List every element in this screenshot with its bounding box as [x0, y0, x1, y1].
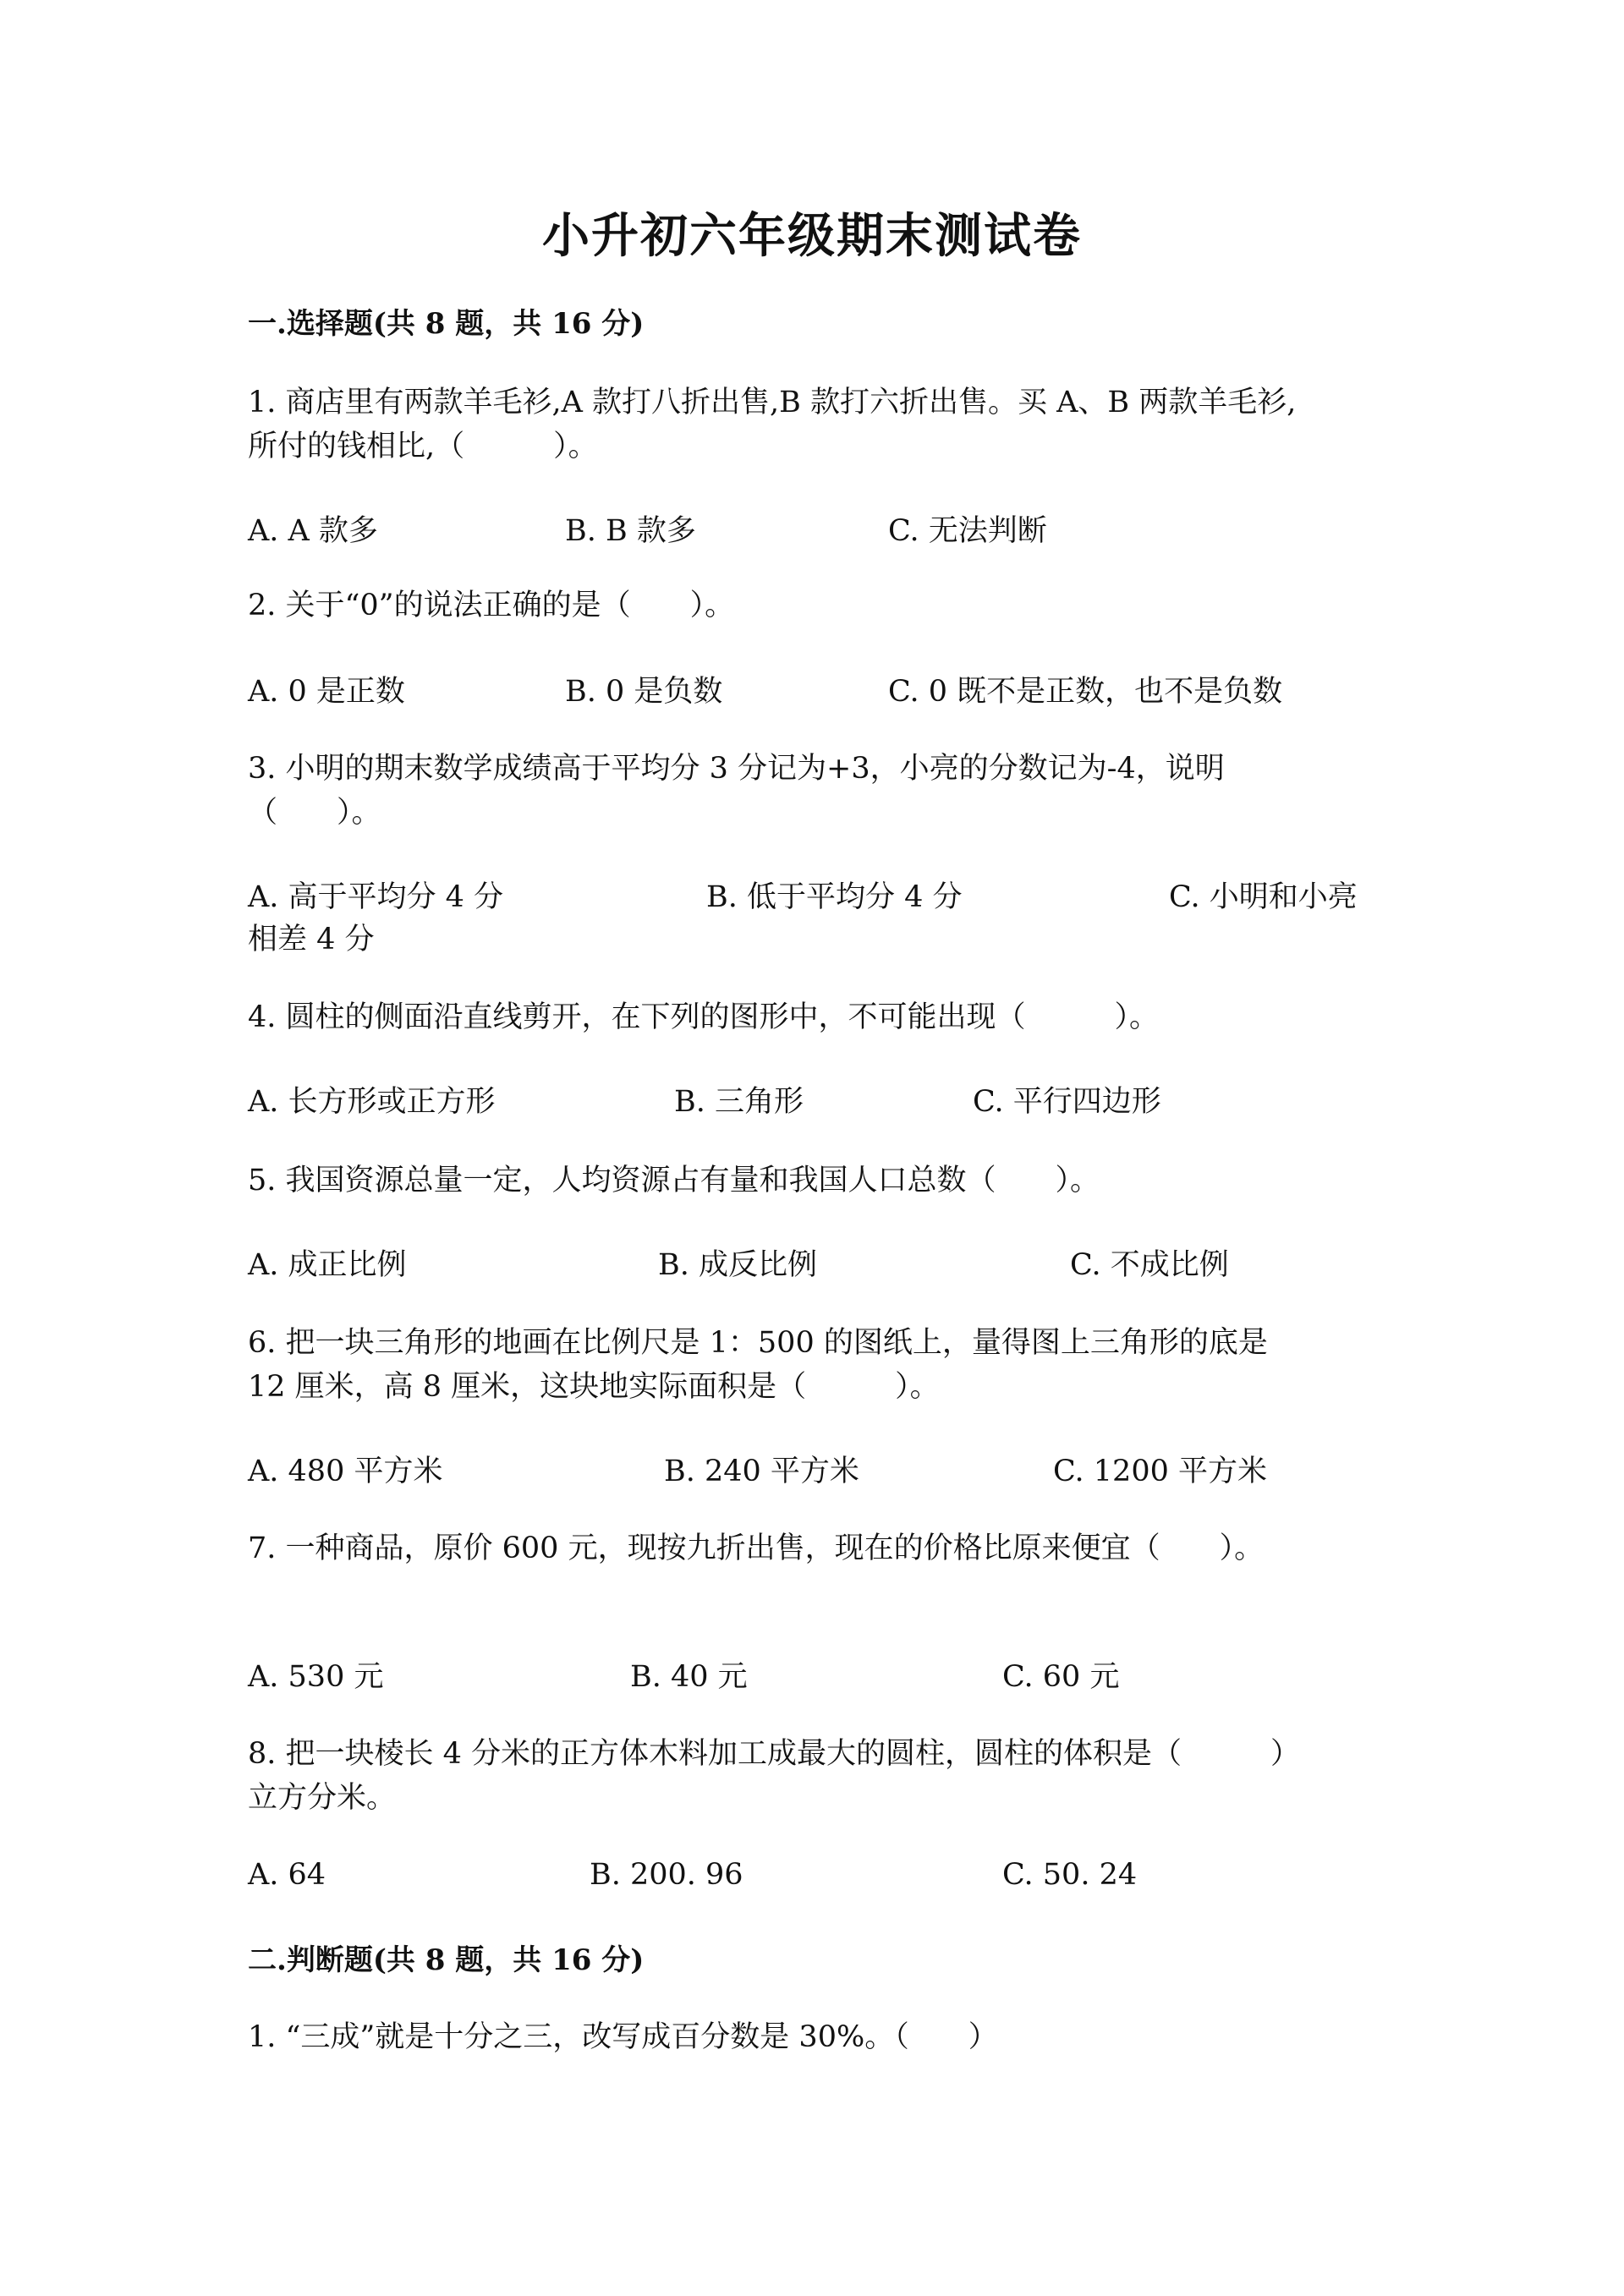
question-7-option-a: A. 530 元 — [248, 1660, 384, 1694]
question-1-line-2: 所付的钱相比,（ ）。 — [248, 430, 598, 463]
question-1-line-1: 1. 商店里有两款羊毛衫,A 款打八折出售,B 款打六折出售。买 A、B 两款羊毛衫, — [248, 386, 1297, 419]
page-title: 小升初六年级期末测试卷 — [542, 208, 1082, 264]
section-heading-choice: 一.选择题(共 8 题，共 16 分) — [248, 307, 645, 341]
question-1-option-a: A. A 款多 — [248, 514, 378, 548]
question-8-line-1: 8. 把一块棱长 4 分米的正方体木料加工成最大的圆柱，圆柱的体积是（ ） — [248, 1737, 1301, 1771]
question-6-option-b: B. 240 平方米 — [664, 1455, 859, 1488]
question-3-option-c: C. 小明和小亮 — [1169, 880, 1358, 914]
question-8-option-a: A. 64 — [248, 1858, 326, 1892]
question-5-option-a: A. 成正比例 — [248, 1248, 407, 1282]
question-8-option-b: B. 200. 96 — [590, 1858, 743, 1892]
question-3-option-c-continued: 相差 4 分 — [248, 923, 375, 956]
question-2-line-1: 2. 关于“0”的说法正确的是（ ）。 — [248, 589, 735, 622]
question-6-line-2: 12 厘米，高 8 厘米，这块地实际面积是（ ）。 — [248, 1370, 940, 1404]
judgment-question-1: 1. “三成”就是十分之三，改写成百分数是 30%。（ ） — [248, 2020, 998, 2054]
question-4-option-a: A. 长方形或正方形 — [248, 1085, 496, 1119]
question-1-option-b: B. B 款多 — [565, 514, 696, 548]
question-2-option-c: C. 0 既不是正数，也不是负数 — [888, 675, 1283, 709]
question-4-option-c: C. 平行四边形 — [973, 1085, 1161, 1119]
question-8-option-c: C. 50. 24 — [1002, 1858, 1138, 1892]
question-5-option-b: B. 成反比例 — [658, 1248, 817, 1282]
question-6-line-1: 6. 把一块三角形的地画在比例尺是 1：500 的图纸上，量得图上三角形的底是 — [248, 1326, 1268, 1360]
question-7-line-1: 7. 一种商品，原价 600 元，现按九折出售，现在的价格比原来便宜（ ）。 — [248, 1532, 1265, 1565]
question-5-option-c: C. 不成比例 — [1070, 1248, 1229, 1282]
section-heading-judgment: 二.判断题(共 8 题，共 16 分) — [248, 1943, 645, 1977]
question-3-line-1: 3. 小明的期末数学成绩高于平均分 3 分记为+3，小亮的分数记为-4，说明 — [248, 752, 1225, 786]
question-2-option-a: A. 0 是正数 — [248, 675, 405, 709]
question-3-option-a: A. 高于平均分 4 分 — [248, 880, 504, 914]
question-4-option-b: B. 三角形 — [674, 1085, 804, 1119]
question-7-option-b: B. 40 元 — [630, 1660, 748, 1694]
question-8-line-2: 立方分米。 — [248, 1781, 397, 1815]
question-3-option-b: B. 低于平均分 4 分 — [706, 880, 963, 914]
question-6-option-a: A. 480 平方米 — [248, 1455, 443, 1488]
question-4-line-1: 4. 圆柱的侧面沿直线剪开，在下列的图形中，不可能出现（ ）。 — [248, 1000, 1160, 1034]
question-5-line-1: 5. 我国资源总量一定，人均资源占有量和我国人口总数（ ）。 — [248, 1164, 1100, 1197]
question-7-option-c: C. 60 元 — [1002, 1660, 1120, 1694]
question-3-line-2: （ ）。 — [248, 796, 381, 830]
question-2-option-b: B. 0 是负数 — [565, 675, 723, 709]
question-1-option-c: C. 无法判断 — [888, 514, 1047, 548]
question-6-option-c: C. 1200 平方米 — [1053, 1455, 1267, 1488]
